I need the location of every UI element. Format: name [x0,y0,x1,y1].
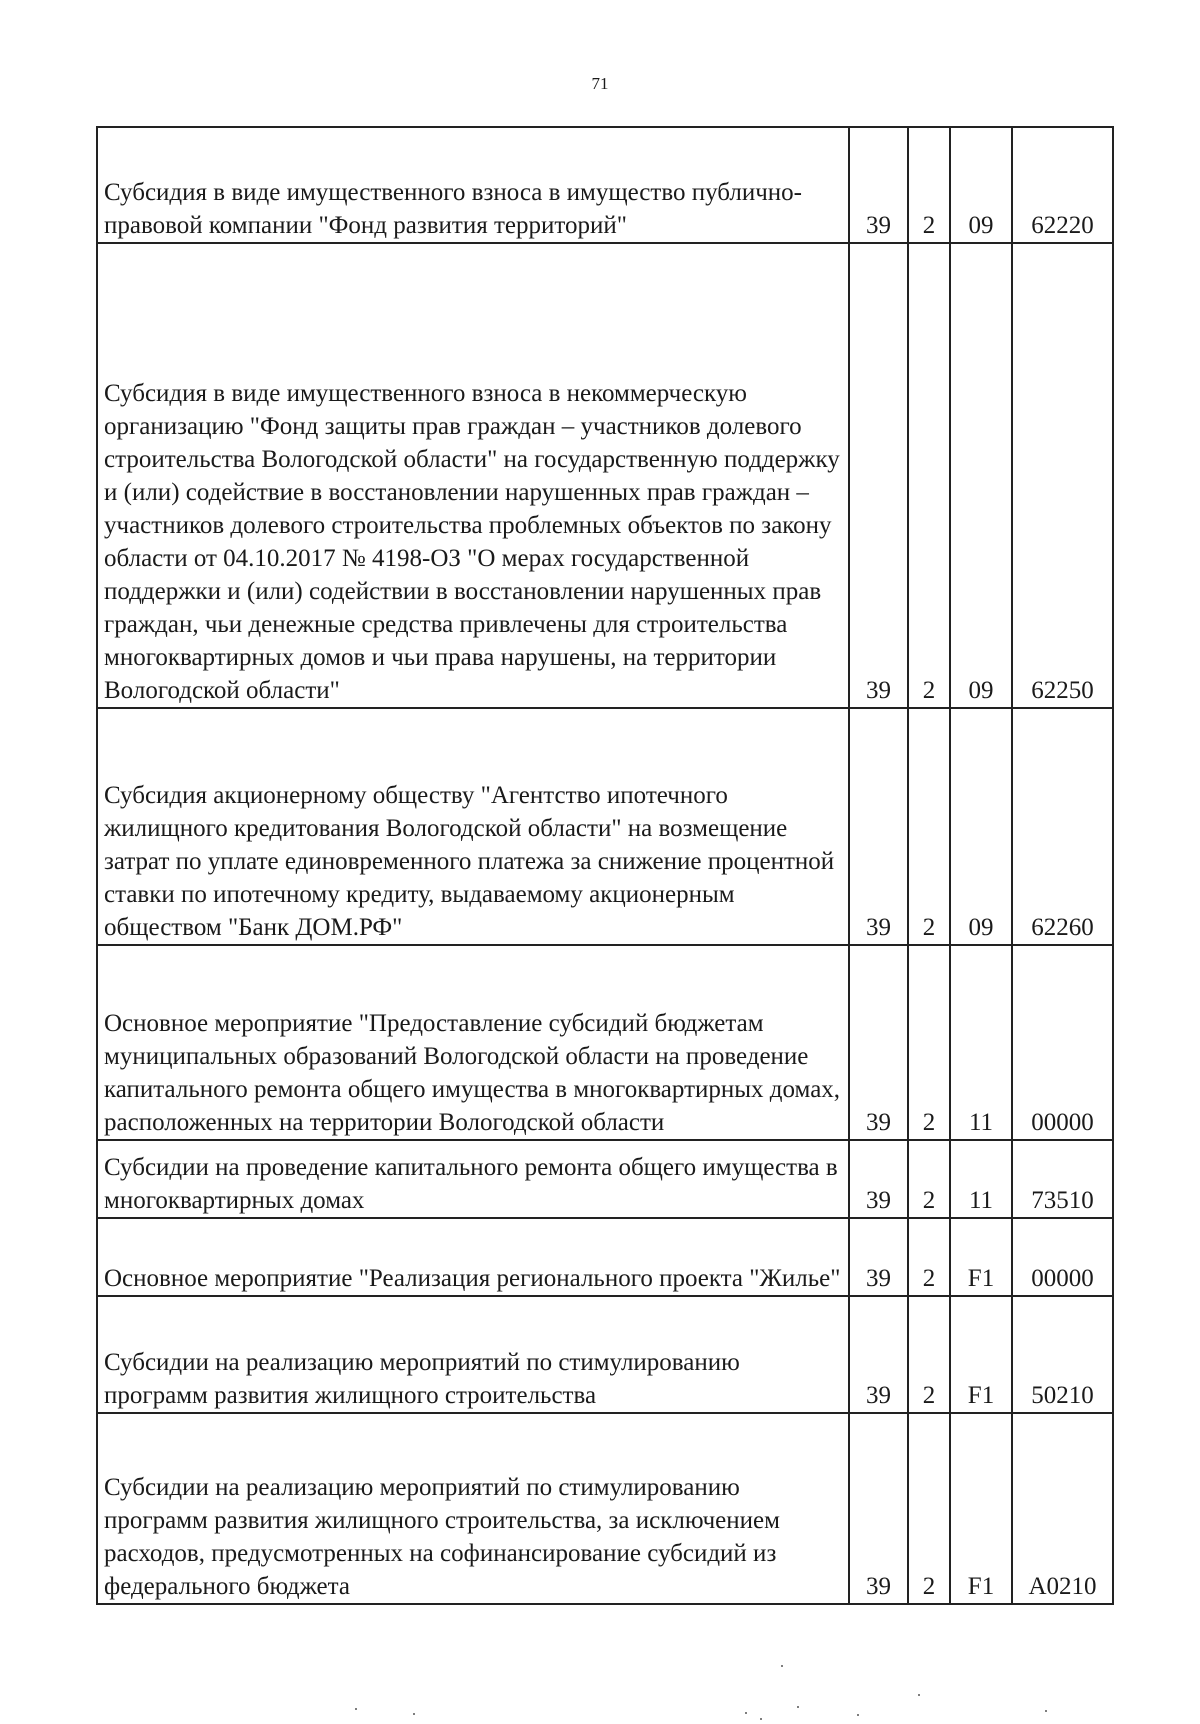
program-code: 39 [849,243,908,708]
scan-speck [1045,1710,1047,1712]
subprogram-code: 2 [908,1413,950,1604]
direction-code: A0210 [1012,1413,1113,1604]
row-description: Субсидии на реализацию мероприятий по стимулированию программ развития жилищного строительства [97,1296,849,1413]
program-code: 39 [849,945,908,1140]
subprogram-code: 2 [908,945,950,1140]
row-description: Субсидия в виде имущественного взноса в некоммерческую организацию "Фонд защиты прав граждан – участников долевого строительства Вологодской области" на государственную поддержку и (или) содействие в восстановлении нарушенных прав граждан – участников долевого строительства проблемных объектов по закону области от 04.10.2017 № 4198-ОЗ "О мерах государственной поддержки и (или) содействии в восстановлении нарушенных прав граждан, чьи денежные средства привлечены для строительства многоквартирных домов и чьи права нарушены, на территории Вологодской области" [97,243,849,708]
direction-code: 00000 [1012,1218,1113,1296]
table-row [97,945,1113,1140]
row-description: Субсидии на реализацию мероприятий по стимулированию программ развития жилищного строительства, за исключением расходов, предусмотренных на софинансирование субсидий из федерального бюджета [97,1413,849,1604]
subprogram-code: 2 [908,1296,950,1413]
row-description: Основное мероприятие "Предоставление субсидий бюджетам муниципальных образований Вологодской области на проведение капитального ремонта общего имущества в многоквартирных домах, расположенных на территории Вологодской области [97,945,849,1140]
scan-speck [760,1718,762,1720]
table-row [97,708,1113,945]
direction-code: 50210 [1012,1296,1113,1413]
activity-code: F1 [950,1296,1012,1413]
page-number: 71 [591,74,609,93]
direction-code: 62220 [1012,127,1113,243]
table-row [97,127,1113,243]
program-code: 39 [849,1296,908,1413]
activity-code: 09 [950,243,1012,708]
direction-code: 62260 [1012,708,1113,945]
subprogram-code: 2 [908,127,950,243]
table-row [97,1296,1113,1413]
subprogram-code: 2 [908,708,950,945]
scan-speck [781,1665,783,1667]
activity-code: 11 [950,945,1012,1140]
scan-speck [413,1713,415,1715]
budget-classification-table [96,126,1114,1605]
scan-speck [857,1714,859,1716]
table-row [97,1140,1113,1218]
subprogram-code: 2 [908,1140,950,1218]
table-row [97,243,1113,708]
subprogram-code: 2 [908,243,950,708]
subprogram-code: 2 [908,1218,950,1296]
program-code: 39 [849,1413,908,1604]
row-description: Субсидия акционерному обществу "Агентство ипотечного жилищного кредитования Вологодской области" на возмещение затрат по уплате единовременного платежа за снижение процентной ставки по ипотечному кредиту, выдаваемому акционерным обществом "Банк ДОМ.РФ" [97,708,849,945]
scan-speck [918,1694,920,1696]
scan-speck [745,1712,747,1714]
direction-code: 00000 [1012,945,1113,1140]
activity-code: F1 [950,1218,1012,1296]
direction-code: 73510 [1012,1140,1113,1218]
row-description: Субсидия в виде имущественного взноса в имущество публично-правовой компании "Фонд развития территорий" [97,127,849,243]
table-row [97,1413,1113,1604]
activity-code: F1 [950,1413,1012,1604]
row-description: Субсидии на проведение капитального ремонта общего имущества в многоквартирных домах [97,1140,849,1218]
row-description: Основное мероприятие "Реализация регионального проекта "Жилье" [97,1218,849,1296]
table-row [97,1218,1113,1296]
direction-code: 62250 [1012,243,1113,708]
activity-code: 09 [950,127,1012,243]
program-code: 39 [849,127,908,243]
program-code: 39 [849,708,908,945]
program-code: 39 [849,1140,908,1218]
scan-speck [797,1706,799,1708]
program-code: 39 [849,1218,908,1296]
scan-speck [355,1708,357,1710]
activity-code: 11 [950,1140,1012,1218]
activity-code: 09 [950,708,1012,945]
